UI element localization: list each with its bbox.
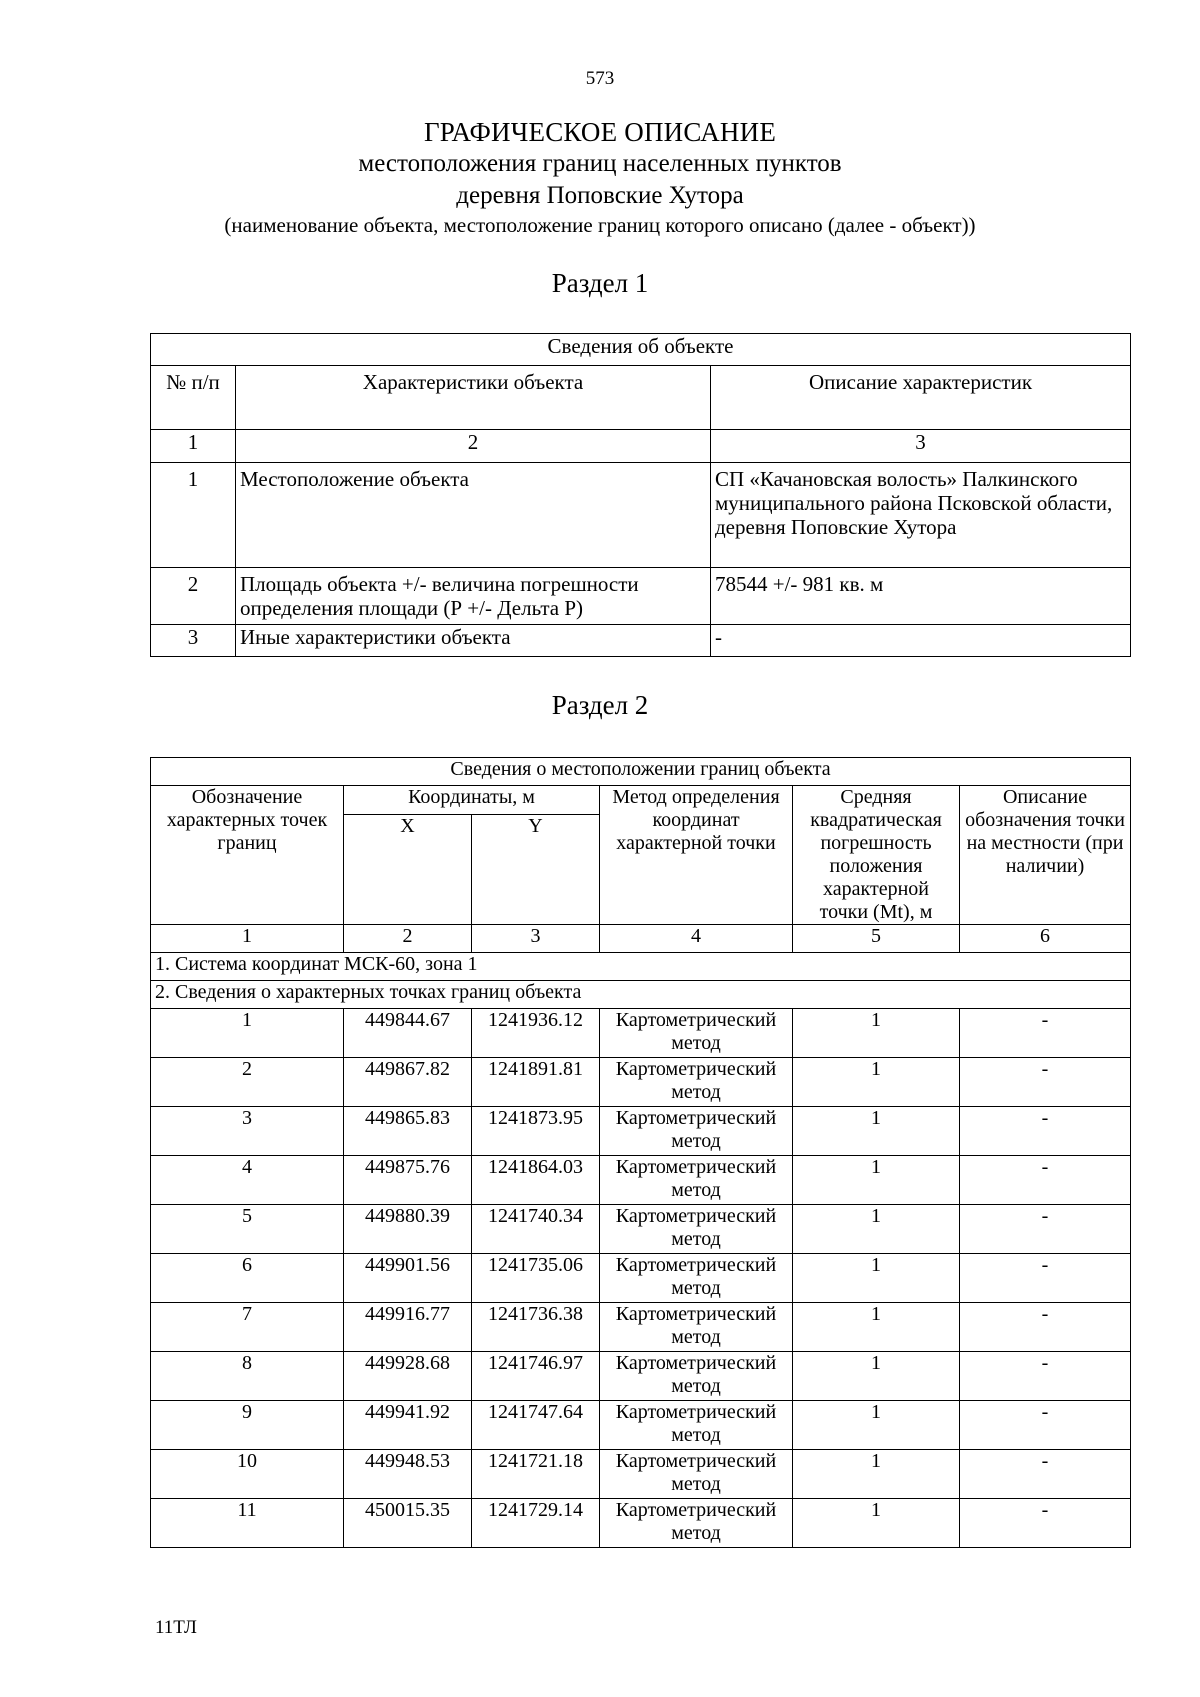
section2-title: Раздел 2: [551, 690, 649, 720]
object-info-table: [150, 333, 1131, 657]
coord-x: 449844.67: [344, 1009, 472, 1058]
row-number: 3: [151, 625, 236, 657]
coord-y: 1241891.81: [472, 1058, 600, 1107]
mt-value: 1: [793, 1352, 960, 1401]
method: Картометрический метод: [600, 1156, 793, 1205]
mt-value: 1: [793, 1303, 960, 1352]
header-points: Обозначение характерных точек границ: [151, 786, 344, 925]
table-row: [151, 625, 1131, 657]
point-description: -: [960, 1352, 1131, 1401]
footer-code: 11ТЛ: [155, 1617, 197, 1638]
mt-value: 1: [793, 1156, 960, 1205]
coord-x: 450015.35: [344, 1499, 472, 1548]
header-y: Y: [472, 814, 600, 924]
section1-title: Раздел 1: [551, 268, 649, 298]
header-method: Метод определения координат характерной точки: [600, 786, 793, 925]
table1-caption: Сведения об объекте: [151, 334, 1131, 366]
point-description: -: [960, 1450, 1131, 1499]
coord-y: 1241729.14: [472, 1499, 600, 1548]
method: Картометрический метод: [600, 1254, 793, 1303]
mt-value: 1: [793, 1009, 960, 1058]
object-name: деревня Поповские Хутора: [456, 182, 744, 209]
document-title: ГРАФИЧЕСКОЕ ОПИСАНИЕ: [423, 117, 777, 147]
coord-y: 1241735.06: [472, 1254, 600, 1303]
col-number: 5: [793, 925, 960, 953]
row-name: Площадь объекта +/- величина погрешности определения площади (Р +/- Дельта Р): [236, 568, 711, 625]
table-row: [151, 1303, 1131, 1352]
header-x: X: [344, 814, 472, 924]
point-number: 3: [151, 1107, 344, 1156]
points-section-row: 2. Сведения о характерных точках границ объекта: [151, 981, 1131, 1009]
col-number: 1: [151, 925, 344, 953]
coord-x: 449867.82: [344, 1058, 472, 1107]
coord-x: 449901.56: [344, 1254, 472, 1303]
row-description: -: [711, 625, 1131, 657]
point-number: 6: [151, 1254, 344, 1303]
page-number: 573: [585, 68, 615, 89]
point-number: 2: [151, 1058, 344, 1107]
method: Картометрический метод: [600, 1499, 793, 1548]
table-row: [151, 1401, 1131, 1450]
coord-x: 449875.76: [344, 1156, 472, 1205]
point-description: -: [960, 1254, 1131, 1303]
table-row: [151, 463, 1131, 568]
col-number: 3: [711, 430, 1131, 463]
table-row: [151, 1499, 1131, 1548]
header-number: № п/п: [151, 366, 236, 430]
point-description: -: [960, 1205, 1131, 1254]
header-point-description: Описание обозначения точки на местности (при наличии): [960, 786, 1131, 925]
coordinate-system-row: 1. Система координат МСК-60, зона 1: [151, 953, 1131, 981]
method: Картометрический метод: [600, 1058, 793, 1107]
coord-x: 449928.68: [344, 1352, 472, 1401]
table-row: [151, 1254, 1131, 1303]
point-description: -: [960, 1303, 1131, 1352]
point-number: 5: [151, 1205, 344, 1254]
coord-y: 1241746.97: [472, 1352, 600, 1401]
coord-y: 1241736.38: [472, 1303, 600, 1352]
mt-value: 1: [793, 1058, 960, 1107]
coord-y: 1241740.34: [472, 1205, 600, 1254]
row-name: Иные характеристики объекта: [236, 625, 711, 657]
method: Картометрический метод: [600, 1205, 793, 1254]
row-description: 78544 +/- 981 кв. м: [711, 568, 1131, 625]
point-description: -: [960, 1107, 1131, 1156]
table-row: [151, 1205, 1131, 1254]
row-name: Местоположение объекта: [236, 463, 711, 568]
method: Картометрический метод: [600, 1450, 793, 1499]
col-number: 1: [151, 430, 236, 463]
coord-y: 1241873.95: [472, 1107, 600, 1156]
row-description: СП «Качановская волость» Палкинского муниципального района Псковской области, деревня Поповские Хутора: [711, 463, 1131, 568]
method: Картометрический метод: [600, 1352, 793, 1401]
col-number: 2: [344, 925, 472, 953]
col-number: 4: [600, 925, 793, 953]
coord-y: 1241936.12: [472, 1009, 600, 1058]
point-description: -: [960, 1401, 1131, 1450]
boundary-points-table: [150, 757, 1131, 1548]
point-description: -: [960, 1499, 1131, 1548]
table-row: [151, 1352, 1131, 1401]
point-number: 9: [151, 1401, 344, 1450]
point-number: 11: [151, 1499, 344, 1548]
point-description: -: [960, 1009, 1131, 1058]
table-row: [151, 568, 1131, 625]
method: Картометрический метод: [600, 1107, 793, 1156]
table-row: [151, 1009, 1131, 1058]
point-number: 4: [151, 1156, 344, 1205]
method: Картометрический метод: [600, 1009, 793, 1058]
point-number: 7: [151, 1303, 344, 1352]
mt-value: 1: [793, 1450, 960, 1499]
col-number: 2: [236, 430, 711, 463]
point-number: 1: [151, 1009, 344, 1058]
point-number: 10: [151, 1450, 344, 1499]
coord-x: 449948.53: [344, 1450, 472, 1499]
method: Картометрический метод: [600, 1303, 793, 1352]
mt-value: 1: [793, 1205, 960, 1254]
table-row: [151, 1450, 1131, 1499]
coord-x: 449880.39: [344, 1205, 472, 1254]
mt-value: 1: [793, 1107, 960, 1156]
coord-x: 449941.92: [344, 1401, 472, 1450]
point-description: -: [960, 1156, 1131, 1205]
header-coords: Координаты, м: [344, 786, 600, 815]
header-description: Описание характеристик: [711, 366, 1131, 430]
mt-value: 1: [793, 1254, 960, 1303]
col-number: 6: [960, 925, 1131, 953]
coord-y: 1241721.18: [472, 1450, 600, 1499]
object-note: (наименование объекта, местоположение границ которого описано (далее - объект)): [224, 213, 976, 237]
table-row: [151, 1107, 1131, 1156]
coord-y: 1241864.03: [472, 1156, 600, 1205]
mt-value: 1: [793, 1401, 960, 1450]
point-description: -: [960, 1058, 1131, 1107]
col-number: 3: [472, 925, 600, 953]
mt-value: 1: [793, 1499, 960, 1548]
header-characteristics: Характеристики объекта: [236, 366, 711, 430]
table2-caption: Сведения о местоположении границ объекта: [151, 758, 1131, 786]
row-number: 1: [151, 463, 236, 568]
header-mt: Средняя квадратическая погрешность положения характерной точки (Mt), м: [793, 786, 960, 925]
document-subtitle: местоположения границ населенных пунктов: [358, 150, 842, 177]
method: Картометрический метод: [600, 1401, 793, 1450]
coord-y: 1241747.64: [472, 1401, 600, 1450]
table-row: [151, 1156, 1131, 1205]
points-body: [151, 1009, 1131, 1548]
table-row: [151, 1058, 1131, 1107]
coord-x: 449916.77: [344, 1303, 472, 1352]
coord-x: 449865.83: [344, 1107, 472, 1156]
point-number: 8: [151, 1352, 344, 1401]
row-number: 2: [151, 568, 236, 625]
